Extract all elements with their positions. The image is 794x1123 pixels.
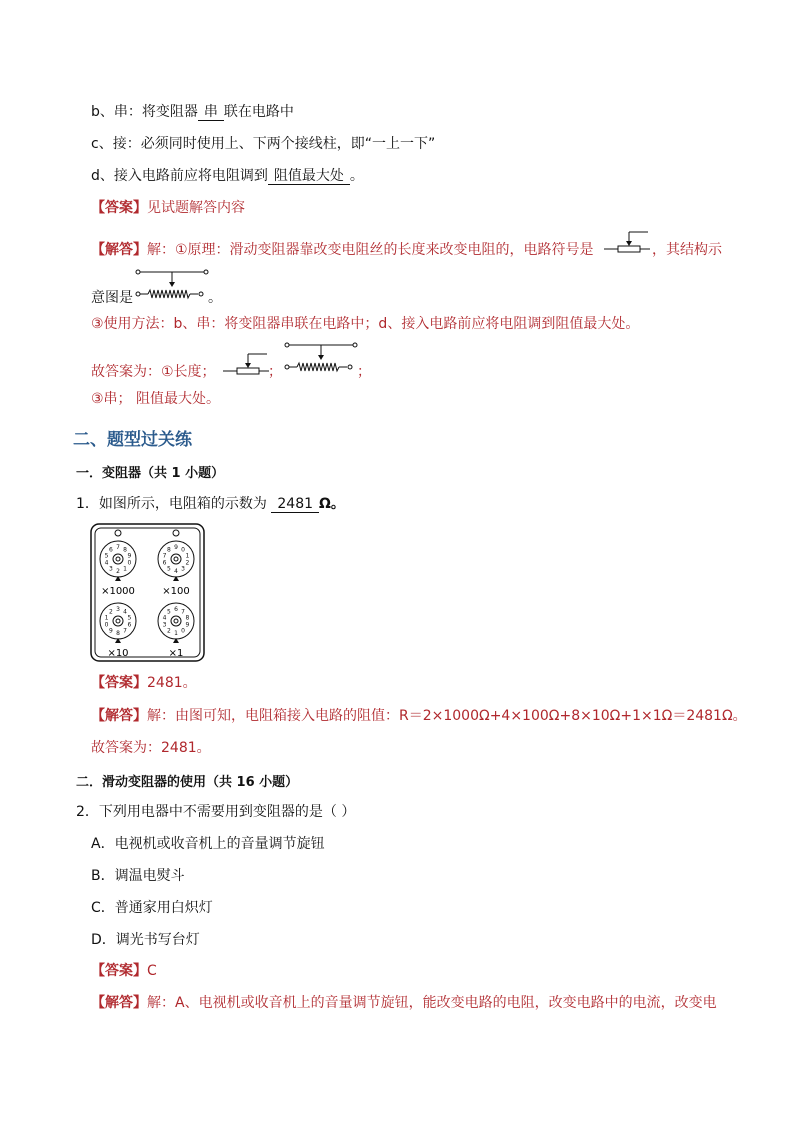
dial-digit: 1	[185, 552, 190, 560]
answer-tag: 【答案】	[91, 200, 147, 216]
q1-analysis-text: 解：由图可知，电阻箱接入电路的阻值：R＝2×1000Ω+4×100Ω+8×10Ω+1×1Ω＝2481Ω。	[147, 708, 747, 724]
dial-digit: 4	[104, 559, 109, 567]
dial-digit: 8	[123, 546, 128, 554]
dial-digit: 1	[104, 614, 109, 622]
analysis-tag: 【解答】	[91, 242, 147, 258]
dial-digit: 2	[116, 568, 120, 575]
q1-answer	[91, 673, 197, 693]
q2-analysis-text: 解：A、电视机或收音机上的音量调节旋钮，能改变电路的电阻，改变电路中的电流，改变电	[147, 995, 717, 1011]
dial-digit: 5	[166, 565, 171, 573]
dial-digit: 3	[162, 621, 167, 629]
dial-digit: 7	[162, 552, 167, 560]
dial-label-tens: ×10	[107, 648, 129, 659]
q2-option-c: C．普通家用白炽灯	[91, 900, 213, 916]
answer-text: 见试题解答内容	[147, 200, 245, 216]
dial-digit: 9	[185, 621, 190, 629]
dial-digit: 3	[116, 606, 120, 613]
rheostat-symbol-icon	[604, 229, 652, 257]
dial-digit: 2	[166, 627, 171, 635]
dial-digit: 2	[108, 608, 113, 616]
final-sep-1: ；	[268, 364, 282, 380]
dial-label-thousands: ×1000	[101, 586, 135, 597]
dial-digit: 8	[166, 546, 171, 554]
q2-answer-tag: 【答案】	[91, 963, 147, 979]
intro-analysis-3: ③使用方法：b、串：将变阻器串联在电路中；d、接入电路前应将电阻调到阻值最大处。	[91, 316, 640, 332]
dial-digit: 1	[174, 630, 178, 637]
intro-analysis-2: 意图是	[91, 290, 133, 306]
analysis-text-2-end: 。	[208, 290, 222, 306]
dial-digit: 0	[104, 621, 109, 629]
dial-digit: 6	[127, 621, 132, 629]
q2-analysis-tag: 【解答】	[91, 995, 147, 1011]
q2-answer	[91, 961, 157, 981]
rheostat-structure-icon	[134, 268, 210, 302]
section-title: 二、题型过关练	[73, 430, 192, 450]
q1-answer-tag: 【答案】	[91, 675, 147, 691]
dial-digit: 9	[127, 552, 132, 560]
dial-digit: 1	[123, 565, 128, 573]
dial-digit: 4	[162, 614, 167, 622]
part-2-title: 二．滑动变阻器的使用（共 16 小题）	[76, 775, 299, 790]
dial-digit: 4	[123, 608, 128, 616]
dial-digit: 6	[108, 546, 113, 554]
dial-digit: 8	[116, 630, 120, 637]
dial-digit: 2	[185, 559, 190, 567]
analysis-text-1-end: ，其结构示	[652, 242, 722, 258]
intro-final-2: ③串； 阻值最大处。	[91, 391, 221, 407]
dial-digit: 4	[174, 568, 178, 575]
item-b	[91, 102, 294, 122]
intro-analysis-1	[91, 240, 594, 260]
question-1	[76, 494, 345, 514]
dial-label-hundreds: ×100	[162, 586, 190, 597]
q2-answer-text: C	[147, 963, 157, 979]
q1-prefix: 1．如图所示，电阻箱的示数为	[76, 496, 267, 512]
dial-label-ones: ×1	[168, 648, 184, 659]
item-d-suffix: 。	[349, 168, 364, 184]
dial-digit: 7	[181, 608, 186, 616]
dial-digit: 5	[127, 614, 132, 622]
dial-digit: 6	[174, 606, 178, 613]
q2-option-a: A．电视机或收音机上的音量调节旋钮	[91, 836, 325, 852]
dial-digit: 9	[174, 544, 178, 551]
q1-final: 故答案为：2481。	[91, 740, 211, 756]
item-d	[91, 166, 364, 186]
dial-digit: 7	[116, 544, 120, 551]
intro-final: 故答案为：①长度；	[91, 364, 216, 380]
dial-digit: 9	[108, 627, 113, 635]
dial-digit: 0	[127, 559, 132, 567]
dial-digit: 3	[108, 565, 113, 573]
item-b-prefix: b、串：将变阻器	[91, 104, 198, 120]
q1-answer-text: 2481。	[147, 675, 197, 691]
item-d-blank: 阻值最大处	[268, 168, 350, 185]
dial-digit: 0	[181, 627, 186, 635]
rheostat-structure-answer-icon	[283, 341, 359, 375]
resistance-box-figure	[90, 523, 206, 663]
q2-option-d: D．调光书写台灯	[91, 932, 200, 948]
item-d-prefix: d、接入电路前应将电阻调到	[91, 168, 268, 184]
rheostat-symbol-answer-icon	[223, 351, 271, 379]
final-sep-2: ；	[357, 364, 371, 380]
dial-digit: 6	[162, 559, 167, 567]
analysis-text-1: 解：①原理：滑动变阻器靠改变电阻丝的长度来改变电阻的，电路符号是	[147, 242, 594, 258]
dial-digit: 8	[185, 614, 190, 622]
q2-option-b: B．调温电熨斗	[91, 868, 185, 884]
q1-analysis	[91, 706, 747, 726]
q1-unit: Ω。	[319, 496, 345, 512]
dial-digit: 7	[123, 627, 128, 635]
q1-analysis-tag: 【解答】	[91, 708, 147, 724]
part-1-title: 一．变阻器（共 1 小题）	[76, 466, 225, 481]
dial-digit: 0	[181, 546, 186, 554]
question-2: 2．下列用电器中不需要用到变阻器的是（ ）	[76, 804, 356, 820]
item-b-suffix: 联在电路中	[223, 104, 294, 120]
item-c: c、接：必须同时使用上、下两个接线柱，即“一上一下”	[91, 136, 436, 152]
q1-blank: 2481	[271, 496, 319, 513]
item-b-blank: 串	[198, 104, 224, 121]
dial-digit: 5	[104, 552, 109, 560]
intro-answer	[91, 198, 245, 218]
dial-digit: 5	[166, 608, 171, 616]
q2-analysis	[91, 993, 717, 1013]
dial-digit: 3	[181, 565, 186, 573]
